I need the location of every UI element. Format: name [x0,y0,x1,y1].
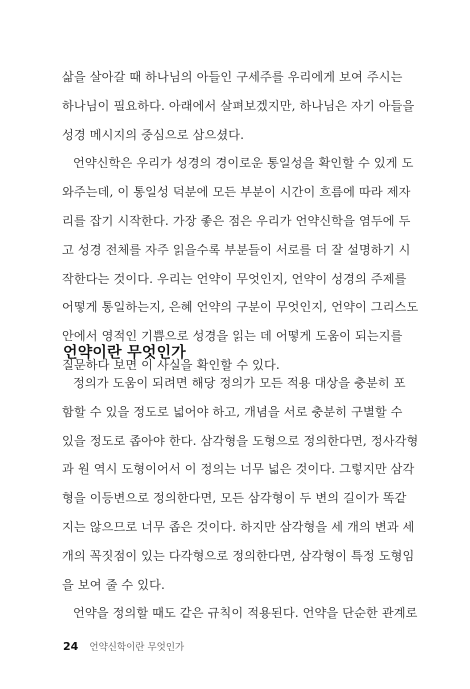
body-text-lower [62,369,419,628]
text-line: 개의 꼭짓점이 있는 다각형으로 정의한다면, 삼각형이 특정 도형임 [62,548,415,563]
text-line: 과 원 역시 도형이어서 이 정의는 너무 넓은 것이다. 그렇지만 삼각 [62,462,415,477]
section-heading: 언약이란 무엇인가 [63,343,186,361]
running-title: 언약신학이란 무엇인가 [89,642,185,653]
text-line: 안에서 영적인 기쁨으로 성경을 읽는 데 어떻게 도움이 되는지를 [62,329,403,344]
text-line: 언약을 정의할 때도 같은 규칙이 적용된다. 언약을 단순한 관계로 [73,606,418,621]
text-line: 와주는데, 이 통일성 덕분에 모든 부분이 시간이 흐름에 따라 제자 [62,185,411,200]
paragraph [62,63,415,149]
text-line: 을 보여 줄 수 있다. [62,577,165,592]
text-line: 고 성경 전체를 자주 읽을수록 부분들이 서로를 더 잘 설명하기 시 [62,242,411,257]
text-line: 작한다는 것이다. 우리는 언약이 무엇인지, 언약이 성경의 주제를 [62,271,407,286]
text-line: 정의가 도움이 되려면 해당 정의가 모든 적용 대상을 충분히 포 [73,376,406,390]
page-number: 24 [63,640,79,653]
text-line: 하나님이 필요하다. 아래에서 살펴보겠지만, 하나님은 자기 아들을 [62,98,415,113]
text-line: 함할 수 있을 정도로 넓어야 하고, 개념을 서로 충분히 구별할 수 [62,404,403,419]
text-line: 리를 잡기 시작한다. 가장 좋은 점은 우리가 언약신학을 염두에 두 [62,213,411,228]
body-text-upper [62,63,419,380]
paragraph [62,599,418,628]
page-footer [63,635,184,654]
text-line: 형을 이등변으로 정의한다면, 모든 삼각형이 두 변의 길이가 똑같 [62,491,407,506]
text-line: 삶을 살아갈 때 하나님의 아들인 구세주를 우리에게 보여 주시는 [62,70,403,84]
text-line: 어떻게 통일하는지, 은혜 언약의 구분이 무엇인지, 언약이 그리스도 [62,300,419,315]
text-line: 질문하다 보면 이 사실을 확인할 수 있다. [62,357,280,372]
text-line: 성경 메시지의 중심으로 삼으셨다. [62,127,245,142]
paragraph [62,369,419,599]
text-line: 지는 않으므로 너무 좁은 것이다. 하지만 삼각형을 세 개의 변과 세 [62,519,415,534]
text-line: 언약신학은 우리가 성경의 경이로운 통일성을 확인할 수 있게 도 [73,156,414,171]
text-line: 있을 정도로 좁아야 한다. 삼각형을 도형으로 정의한다면, 정사각형 [62,433,419,448]
